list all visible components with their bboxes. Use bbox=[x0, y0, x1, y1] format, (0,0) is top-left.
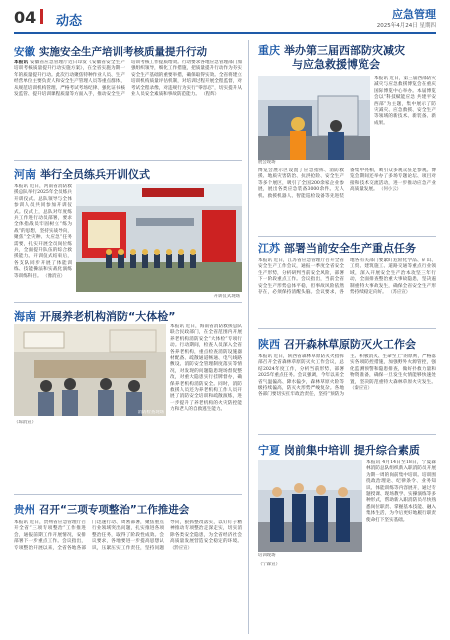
henan-photo bbox=[76, 184, 242, 292]
divider bbox=[258, 328, 436, 329]
hainan-author: （琼消宣） bbox=[14, 420, 36, 425]
jiangsu-body: 本报讯 近日，江苏省应急管理厅召开全省安全生产工作会议，通报一季度全省安全生产形势，分析研判当前安全风险，部署下一阶段重点工作。会议指出，当前全省安全生产形势总体平稳，但事故风险依然存在，必须保持清醒头脑。会议要求，各地各有关部门要紧盯危险化学品、矿山、工贸、建筑施工、道路交通等重点行业领域，深入开展安全生产治本攻坚三年行动，全面排查整治重大事故隐患，坚决遏制重特大事故发生，确保全省安全生产形势持续稳定向好。 bbox=[258, 258, 436, 296]
masthead bbox=[0, 0, 450, 36]
chongqing-photo-caption: 展会现场 bbox=[258, 160, 276, 165]
hainan-title: 开展养老机构消防“大体检” bbox=[40, 310, 176, 323]
shaanxi-region: 陕西 bbox=[258, 338, 280, 351]
chongqing-region: 重庆 bbox=[258, 44, 280, 57]
page-number: 04 bbox=[14, 8, 37, 27]
ningxia-region: 宁夏 bbox=[258, 444, 280, 457]
hainan-photo bbox=[14, 324, 166, 416]
divider bbox=[258, 236, 436, 237]
henan-region: 河南 bbox=[14, 168, 36, 181]
guizhou-author: （黔应宣） bbox=[170, 545, 192, 551]
chongqing-article-b bbox=[258, 168, 436, 232]
anhui-headline bbox=[14, 44, 207, 59]
hainan-article bbox=[170, 324, 242, 418]
guizhou-body: 本报讯 近日，贵州省应急管理厅召开全省“三项专项整治”工作推进会，通报前期工作开展情况，安排部署下一步重点工作。会议指出，专项整治开展以来，全省各地各部门迅速行动、周密部署，聚焦重点行业领域突出问题，扎实推进各项整治任务，取得了阶段性成效。会议要求，各地要进一步提高思想认识，压紧压实工作责任，坚持问题导向，狠抓整改落实，以钉钉子精神推动专项整治走深走实，切实消除各类安全隐患，为全省经济社会高质量发展营造安全稳定的环境。 bbox=[14, 520, 242, 551]
ningxia-title: 岗前集中培训 提升综合素质 bbox=[284, 444, 420, 457]
column-divider bbox=[248, 40, 249, 634]
henan-title: 举行全员练兵开训仪式 bbox=[40, 168, 150, 181]
divider bbox=[14, 160, 242, 161]
shaanxi-title: 召开森林草原防灭火工作会 bbox=[284, 338, 416, 351]
chongqing-article-a bbox=[374, 76, 436, 160]
section-name: 动态 bbox=[56, 14, 83, 29]
divider bbox=[14, 302, 242, 303]
jiangsu-author: （苏应宣） bbox=[388, 290, 411, 296]
chongqing-title-line1: 举办第三届西部防灾减灾 bbox=[284, 44, 405, 57]
anhui-lead: 本报讯 bbox=[14, 60, 29, 65]
guizhou-article bbox=[14, 520, 242, 630]
chongqing-photo bbox=[258, 76, 370, 160]
anhui-region: 安徽 bbox=[14, 46, 35, 58]
paper-name: 应急管理 bbox=[392, 8, 436, 21]
hainan-article-continued bbox=[14, 420, 242, 490]
chongqing-body2: 博览会展示区设置了应急指挥、消防救援、地质灾害防治、抗洪抢险、安全生产等多个展区，吸引了全国200余家企业参展，展出各类应急装备3000余件。无人机、救援机器人、智能巡检设备等先进装备集中亮相，吸引众多观众驻足参观。博览会期间还举办了多场专题论坛、项目对接和技术交流活动，进一步推动应急产业高质量发展。 bbox=[258, 168, 436, 199]
shaanxi-author: （秦应宣） bbox=[350, 386, 372, 392]
hainan-photo-image bbox=[14, 324, 166, 416]
hainan-headline bbox=[14, 308, 175, 324]
henan-author: （豫消宣） bbox=[43, 273, 66, 279]
jiangsu-title: 部署当前安全生产重点任务 bbox=[284, 242, 416, 255]
hainan-region: 海南 bbox=[14, 310, 36, 323]
jiangsu-article bbox=[258, 258, 436, 324]
henan-article bbox=[14, 184, 72, 296]
guizhou-region: 贵州 bbox=[14, 504, 35, 516]
ningxia-photo-image bbox=[258, 460, 362, 552]
henan-headline bbox=[14, 166, 150, 182]
ningxia-body: 本报讯 4月14日至18日，宁夏森林消防总队组织新入职消防员开展为期一周的岗前集中培训。培训围绕政治理论、纪律条令、业务知识、体能训练等内容展开，通过专题授课、现场教学、实操演练等多种形式，帮助新入职消防员尽快熟悉岗位职责、掌握基本技能、融入集体生活，为今后更好地履行职责使命打下坚实基础。 bbox=[366, 460, 436, 523]
anhui-title: 实施安全生产培训考核质量提升行动 bbox=[39, 46, 207, 58]
chongqing-author: （何小云） bbox=[379, 187, 402, 193]
issue-date: 2025年4月24日 星期四 bbox=[376, 23, 436, 29]
chongqing-title-line2: 与应急救援博览会 bbox=[292, 58, 380, 71]
shaanxi-article bbox=[258, 354, 436, 430]
ningxia-photo-caption: 培训现场 bbox=[258, 553, 276, 558]
henan-photo-caption: 开训仪式现场 bbox=[213, 294, 240, 299]
ningxia-article-b bbox=[258, 562, 436, 630]
anhui-author: （程辉） bbox=[201, 92, 219, 98]
shaanxi-headline bbox=[258, 336, 416, 352]
henan-body: 本报讯 近日，河南省消防救援总队举行2025年全员练兵开训仪式。总队领导与全体参训人员共同参加开训仪式。仪式上，总队对年度练兵工作进行动员部署，要求全体指战员牢固树立“练为战”的思想，坚持实战导向，聚焦“全灾种、大应急”任务需要，扎实开展全员岗位练兵，全面提升队伍的综合救援能力。开训仪式结束后，各支队同步开展了体能训练、技能操法和实战化演练等训练科目。 bbox=[14, 184, 72, 279]
ningxia-headline bbox=[258, 442, 420, 458]
shaanxi-body: 本报讯 近日，陕西省森林草原防灭火指挥部召开全省森林草原防灭火工作会议，总结2024年度工作，分析当前形势，部署2025年重点任务。会议强调，今年以来全省气温偏高、降水偏少，森林草原火险等级持续偏高，防灭火形势严峻复杂。各地各部门要切实扛牢政治责任，坚持“预防为主、积极消灭、生命至上”的原则，严格落实各项防控措施，加强野外火源管控，强化监测预警和隐患排查，做好扑救力量和物资准备，确保一旦发生火情能够快速处置，坚决防范重特大森林草原火灾发生。 bbox=[258, 354, 436, 398]
masthead-rule bbox=[14, 32, 436, 34]
chongqing-headline bbox=[258, 44, 405, 72]
jiangsu-region: 江苏 bbox=[258, 242, 280, 255]
chongqing-body1: 本报讯 近日，第三届西部防灾减灾与应急救援博览会在重庆国际博览中心举办。本届博览会以“科技赋能应急 共建平安西部”为主题，集中展示了防灾减灾、应急救援、安全生产等领域的新技术、新装备、新成果。 bbox=[374, 76, 436, 126]
henan-photo-image bbox=[76, 184, 242, 292]
guizhou-title: 召开“三项专项整治”工作推进会 bbox=[39, 504, 190, 516]
guizhou-headline bbox=[14, 502, 189, 517]
ningxia-author: （宁森宣） bbox=[258, 562, 280, 567]
hainan-body: 本报讯 近日，海南省消防救援总队联合民政部门，在全省范围内开展养老机构消防安全“大体检”专项行动。行动期间，检查人员深入全省各养老机构，重点检查消防设施器材配备、疏散通道畅通、电气线路敷设、消防安全管理制度落实等情况，对发现的问题隐患现场督促整改，对重大隐患实行挂牌督办，确保养老机构消防安全。同时，消防救援人员还为养老机构工作人员开展了消防安全培训和疏散演练，进一步提升了养老机构的火灾防控能力和老人的自救逃生能力。 bbox=[170, 324, 242, 413]
chongqing-photo-image bbox=[258, 76, 370, 160]
jiangsu-headline bbox=[258, 240, 416, 256]
anhui-article bbox=[14, 60, 242, 152]
divider bbox=[258, 434, 436, 435]
hainan-photo-caption: 消防检查现场 bbox=[137, 410, 164, 415]
anhui-body: 安徽省应急管理厅近日印发《安徽省安全生产培训考核质量提升行动实施方案》，在全省实施为期一年的质量提升行动。此次行动聚焦特种作业人员、生产经营单位主要负责人和安全生产管理人员等重点群体，从规范培训机构管理、严格考试考场纪律、强化证书核发监管、提升培训课程质量等方面入手，推动安全生产培训考核工作提质增效。行动要求各地应急管理部门加强组织领导，细化工作措施，把质量提升行动作为夯实安全生产基础的重要举措，确保取得实效。全省将建立培训机构质量评估机制，对培训过程开展全程监督，对考试全程录像，对违规行为实行“零容忍”，切实提升从业人员安全素质和事故防范能力。 bbox=[14, 60, 242, 98]
divider bbox=[14, 494, 242, 495]
ningxia-photo bbox=[258, 460, 362, 552]
section-marker bbox=[40, 9, 43, 24]
ningxia-article-a bbox=[366, 460, 436, 552]
